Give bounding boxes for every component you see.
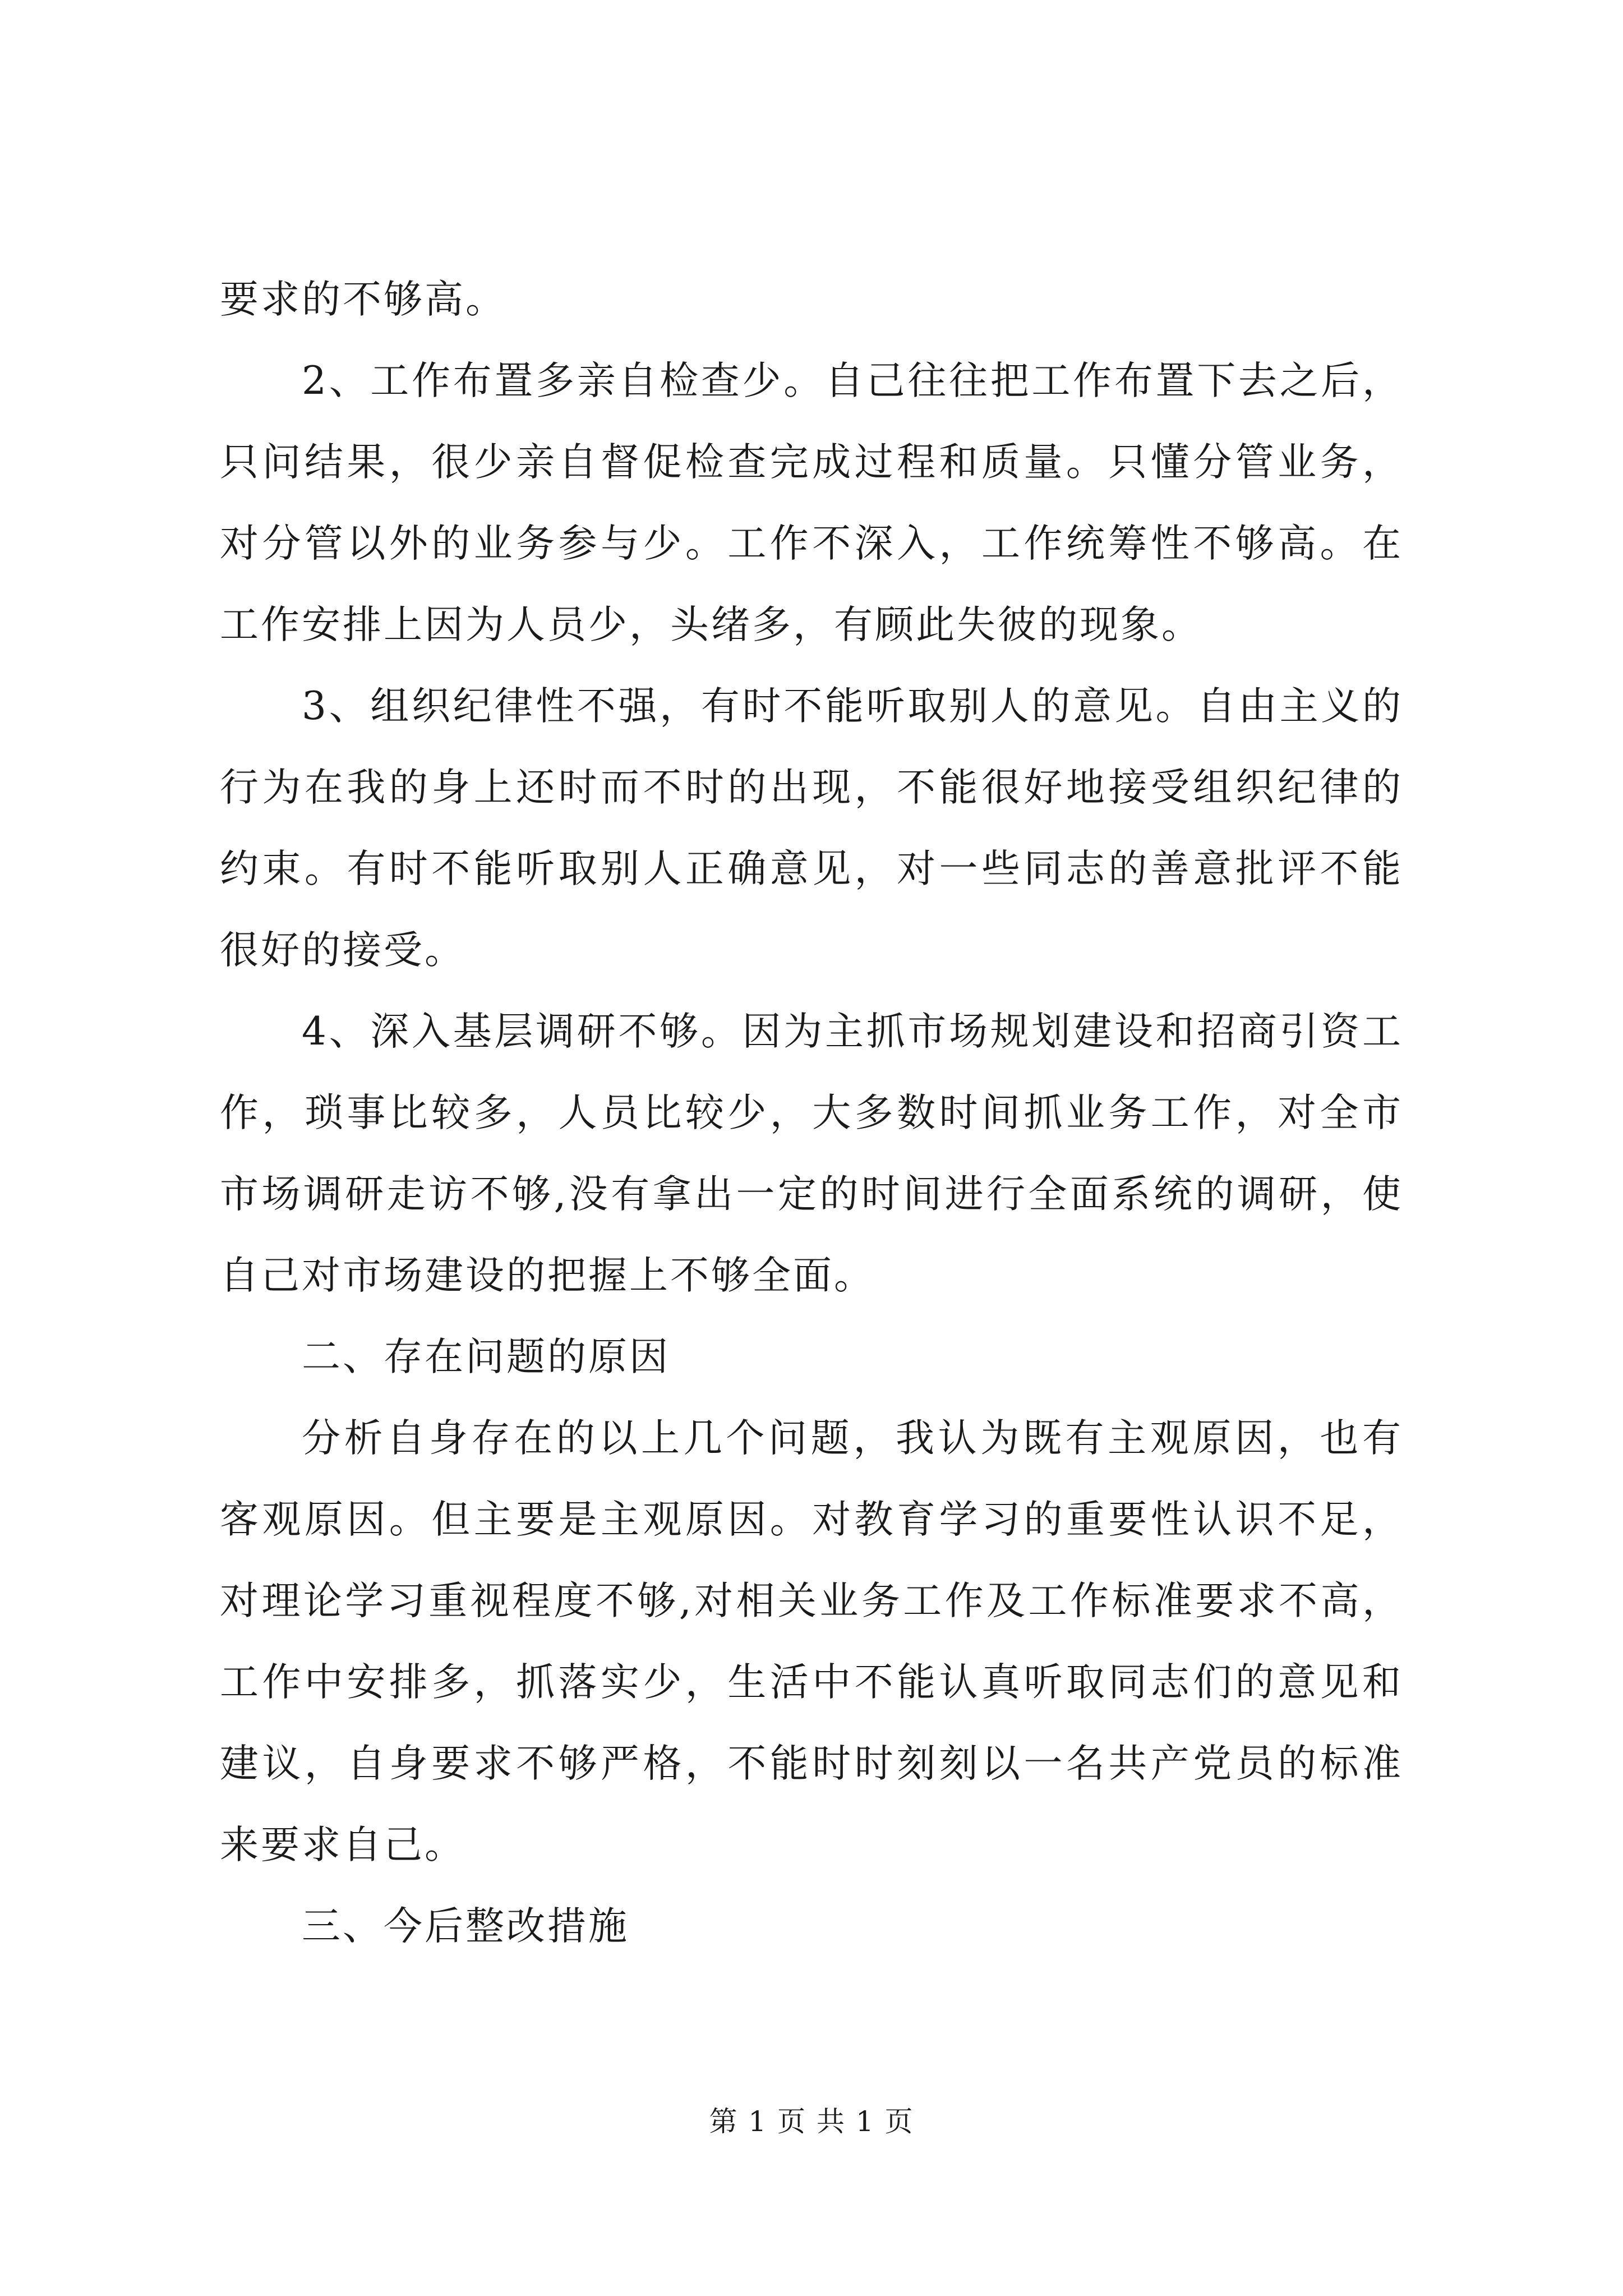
paragraph-causes-analysis: 分析自身存在的以上几个问题，我认为既有主观原因，也有客观原因。但主要是主观原因。对教育学习的重要性认识不足，对理论学习重视程度不够,对相关业务工作及工作标准要求不高，工作中安排多，抓落实少，生活中不能认真听取同志们的意见和建议，自身要求不够严格，不能时时刻刻以一名共产党员的标准来要求自己。 <box>220 1416 1403 1867</box>
page-footer: 第 1 页 共 1 页 <box>709 2105 914 2138</box>
document-body <box>220 259 1403 1967</box>
paragraph-item-3: 3、组织纪律性不强，有时不能听取别人的意见。自由主义的行为在我的身上还时而不时的出现，不能很好地接受组织纪律的约束。有时不能听取别人正确意见，对一些同志的善意批评不能很好的接受。 <box>220 684 1403 973</box>
paragraph-item-2: 2、工作布置多亲自检查少。自己往往把工作布置下去之后，只问结果，很少亲自督促检查完成过程和质量。只懂分管业务，对分管以外的业务参与少。工作不深入，工作统筹性不够高。在工作安排上因为人员少，头绪多，有顾此失彼的现象。 <box>220 358 1403 647</box>
paragraph-continuation: 要求的不够高。 <box>220 277 506 322</box>
paragraph-item-4: 4、深入基层调研不够。因为主抓市场规划建设和招商引资工作，琐事比较多，人员比较少，大多数时间抓业务工作，对全市市场调研走访不够,没有拿出一定的时间进行全面系统的调研，使自己对市场建设的把握上不够全面。 <box>220 1009 1403 1298</box>
section-heading-causes: 二、存在问题的原因 <box>302 1335 670 1379</box>
section-heading-measures: 三、今后整改措施 <box>302 1904 629 1949</box>
